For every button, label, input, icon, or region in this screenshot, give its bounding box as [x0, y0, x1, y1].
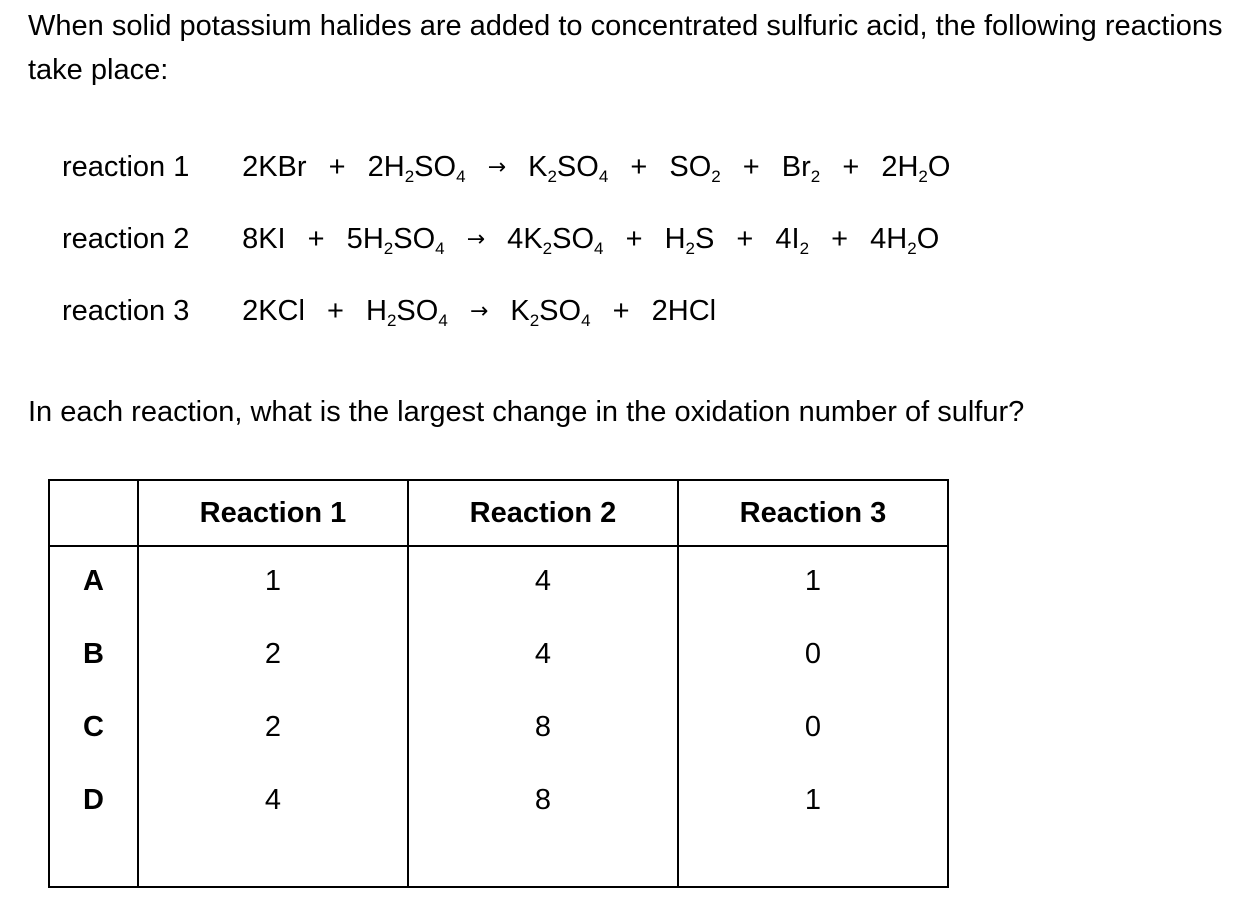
intro-text: When solid potassium halides are added to concentrated sulfuric acid, the following reactions take place: [28, 10, 1223, 86]
plus-sign: + [625, 223, 643, 255]
reactant-sulfuric-acid: $H_2SO_4$ [366, 295, 448, 330]
reaction-2-column [408, 546, 678, 887]
header-option-cell [49, 480, 138, 546]
value-cell: 4 [534, 638, 552, 670]
product-water: $2H_2O$ [881, 151, 951, 186]
value-cell: 2 [264, 638, 282, 670]
value-cell: 1 [804, 565, 822, 597]
reactant-sulfuric-acid: $2H_2SO_4$ [367, 151, 466, 186]
reaction-2-equation [62, 217, 950, 289]
reaction-arrow: → [469, 299, 489, 324]
product-bromine: $Br_2$ [781, 151, 821, 186]
value-cell: 4 [264, 784, 282, 816]
reaction-arrow: → [466, 227, 486, 252]
reaction-1-column [138, 546, 408, 887]
product-water: $4H_2O$ [870, 223, 940, 258]
reaction-list [62, 145, 950, 361]
value-cell: 8 [534, 784, 552, 816]
plus-sign: + [742, 151, 760, 183]
question-text: In each reaction, what is the largest change in the oxidation number of sulfur? [28, 396, 1025, 428]
reactant-kbr: 2KBr [242, 151, 307, 183]
reaction-arrow: → [487, 155, 507, 180]
option-d: D [83, 784, 104, 816]
reaction-label: reaction 3 [62, 295, 190, 327]
reactant-kcl: 2KCl [242, 295, 305, 327]
product-hydrogen-sulfide: $H_2S$ [664, 223, 715, 258]
option-a: A [83, 565, 104, 597]
table-header-row [49, 480, 948, 546]
table-body-row [49, 546, 948, 887]
option-c: C [83, 711, 104, 743]
plus-sign: + [831, 223, 849, 255]
plus-sign: + [307, 223, 325, 255]
product-potassium-sulfate: $K_2SO_4$ [510, 295, 591, 330]
reaction-label: reaction 1 [62, 151, 190, 183]
reaction-3-column [678, 546, 948, 887]
option-column [49, 546, 138, 887]
plus-sign: + [327, 295, 344, 327]
value-cell: 0 [804, 711, 822, 743]
value-cell: 2 [264, 711, 282, 743]
reaction-3-equation [62, 289, 950, 361]
reaction-1-equation [62, 145, 950, 217]
plus-sign: + [328, 151, 346, 183]
value-cell: 0 [804, 638, 822, 670]
header-reaction-1: Reaction 1 [138, 480, 408, 546]
answer-table [48, 479, 949, 888]
value-cell: 1 [804, 784, 822, 816]
product-iodine: $4I_2$ [775, 223, 810, 258]
header-reaction-3: Reaction 3 [678, 480, 948, 546]
plus-sign: + [612, 295, 630, 327]
plus-sign: + [630, 151, 648, 183]
reactant-ki: 8KI [242, 223, 286, 255]
reaction-label: reaction 2 [62, 223, 190, 255]
product-potassium-sulfate: $4K_2SO_4$ [507, 223, 604, 258]
option-b: B [83, 638, 104, 670]
header-reaction-2: Reaction 2 [408, 480, 678, 546]
plus-sign: + [736, 223, 754, 255]
value-cell: 1 [264, 565, 282, 597]
reactant-sulfuric-acid: $5H_2SO_4$ [346, 223, 445, 258]
plus-sign: + [842, 151, 860, 183]
product-sulfur-dioxide: $SO_2$ [669, 151, 721, 186]
value-cell: 8 [534, 711, 552, 743]
value-cell: 4 [534, 565, 552, 597]
product-hydrogen-chloride: 2HCl [651, 295, 717, 327]
product-potassium-sulfate: $K_2SO_4$ [528, 151, 609, 186]
